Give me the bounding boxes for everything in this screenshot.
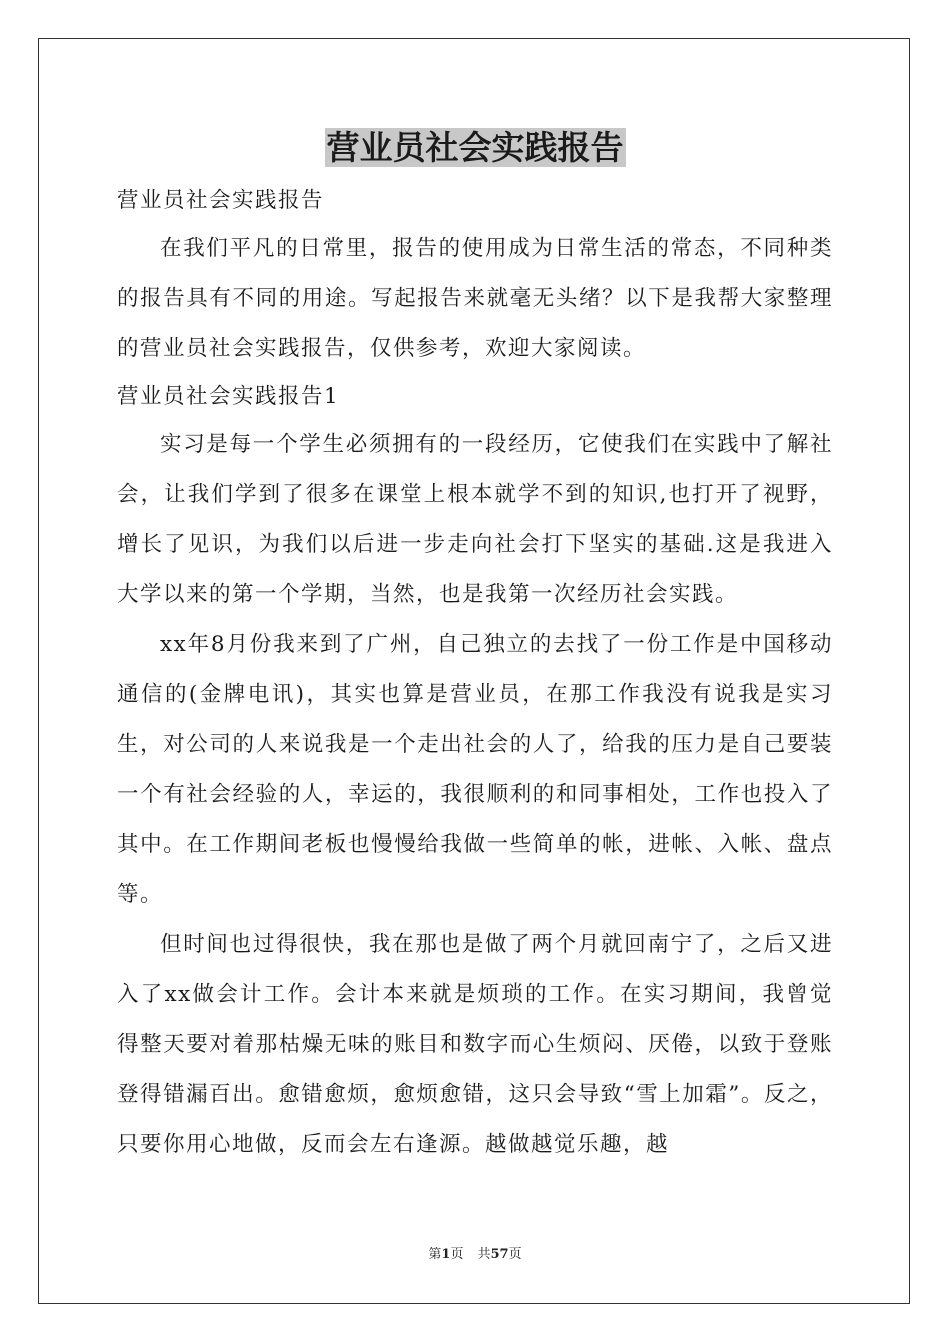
body-paragraph: 但时间也过得很快，我在那也是做了两个月就回南宁了，之后又进入了xx做会计工作。会计本来就是烦琐的工作。在实习期间，我曾觉得整天要对着那枯燥无味的账目和数字而心生烦闷、厌倦，以致于登账登得错漏百出。愈错愈烦，愈烦愈错，这只会导致“雪上加霜”。反之，只要你用心地做，反而会左右逢源。越做越觉乐趣，越	[117, 932, 833, 1157]
document-subtitle: 营业员社会实践报告	[117, 188, 325, 213]
intro-paragraph: 在我们平凡的日常里，报告的使用成为日常生活的常态，不同种类的报告具有不同的用途。写起报告来就毫无头绪？以下是我帮大家整理的营业员社会实践报告，仅供参考，欢迎大家阅读。	[117, 236, 833, 361]
section-heading: 营业员社会实践报告1	[117, 384, 340, 409]
document-title	[0, 126, 950, 170]
current-page-number: 1	[441, 1247, 451, 1262]
document-body	[117, 178, 833, 1170]
total-suffix: 页	[508, 1247, 522, 1262]
document-title-text: 营业员社会实践报告	[326, 128, 624, 167]
total-pages-number: 57	[490, 1247, 509, 1262]
body-paragraph: 实习是每一个学生必须拥有的一段经历，它使我们在实践中了解社会，让我们学到了很多在课堂上根本就学不到的知识,也打开了视野，增长了见识，为我们以后进一步走向社会打下坚实的基础.这是我进入大学以来的第一个学期，当然，也是我第一次经历社会实践。	[117, 432, 833, 607]
page-prefix: 第	[428, 1247, 442, 1262]
total-prefix: 共	[477, 1247, 491, 1262]
page-footer	[0, 1246, 950, 1264]
page-suffix: 页	[450, 1247, 464, 1262]
body-paragraph: xx年8月份我来到了广州，自己独立的去找了一份工作是中国移动通信的(金牌电讯)，其实也算是营业员，在那工作我没有说我是实习生，对公司的人来说我是一个走出社会的人了，给我的压力是自己要装一个有社会经验的人，幸运的，我很顺利的和同事相处，工作也投入了其中。在工作期间老板也慢慢给我做一些简单的帐，进帐、入帐、盘点等。	[117, 632, 833, 907]
